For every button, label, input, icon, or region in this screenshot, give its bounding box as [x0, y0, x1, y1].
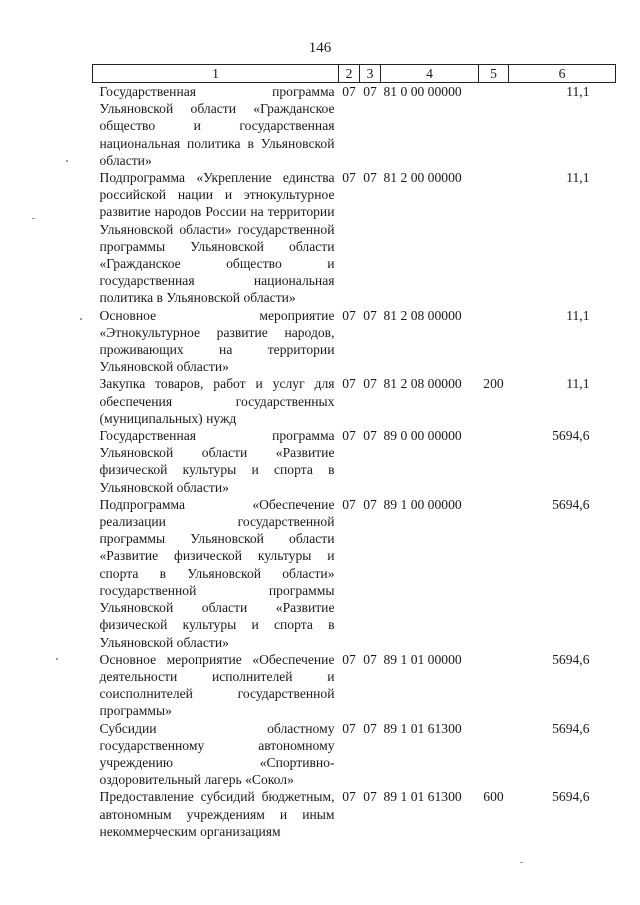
row-subsection: 07 [363, 496, 377, 512]
row-section: 07 [342, 170, 356, 186]
header-col-4: 4 [381, 65, 479, 83]
row-amount: 5694,6 [552, 720, 590, 736]
table-row [93, 83, 616, 170]
table-body [93, 83, 616, 840]
row-name: Государственная программа Ульяновской области «Развитие физической культуры и спорта в Ульяновской области» [99, 428, 335, 495]
scan-speck [520, 862, 523, 863]
row-section: 07 [342, 84, 356, 99]
row-subsection: 07 [363, 789, 377, 805]
budget-table [92, 64, 616, 840]
table-row [93, 169, 616, 307]
row-section: 07 [342, 307, 356, 323]
row-target-article: 89 1 01 00000 [383, 651, 462, 667]
row-name: Подпрограмма «Обеспечение реализации государственной программы Ульяновской области «Развитие физической культуры и спорта в Ульяновской области» государственной программы Ульяновской области «Развитие физической культуры и спорта в Ульяновской области» [99, 496, 335, 650]
row-expense-type: 600 [483, 789, 504, 805]
row-expense-type [479, 427, 509, 496]
row-section: 07 [342, 789, 356, 805]
header-col-2: 2 [339, 65, 360, 83]
table-row [93, 496, 616, 651]
row-name: Подпрограмма «Укрепление единства российской нации и этнокультурное развитие народов России на территории Ульяновской области» государственной программы Ульяновской области «Гражданское общество и государственная национальная политика в Ульяновской области» [99, 170, 335, 306]
row-amount: 5694,6 [552, 428, 590, 444]
row-expense-type: 200 [483, 376, 504, 392]
row-section: 07 [342, 651, 356, 667]
row-expense-type [479, 720, 509, 789]
row-amount: 11,1 [566, 170, 590, 186]
table-row [93, 651, 616, 720]
row-subsection: 07 [363, 84, 377, 99]
row-target-article: 89 1 01 61300 [383, 789, 462, 805]
row-name: Закупка товаров, работ и услуг для обеспечения государственных (муниципальных) нужд [99, 376, 335, 426]
row-expense-type [479, 307, 509, 376]
page-number: 146 [308, 40, 332, 56]
row-subsection: 07 [363, 428, 377, 444]
scan-speck [56, 658, 58, 660]
row-expense-type [479, 651, 509, 720]
row-section: 07 [342, 496, 356, 512]
scan-speck [80, 318, 82, 320]
row-subsection: 07 [363, 307, 377, 323]
row-target-article: 89 1 00 00000 [383, 496, 462, 512]
header-row [93, 65, 616, 83]
row-amount: 11,1 [566, 84, 590, 99]
row-name: Государственная программа Ульяновской области «Гражданское общество и государственная национальная политика в Ульяновской области» [99, 84, 335, 168]
row-section: 07 [342, 720, 356, 736]
row-amount: 5694,6 [552, 496, 590, 512]
row-subsection: 07 [363, 651, 377, 667]
row-name: Основное мероприятие «Этнокультурное развитие народов, проживающих на территории Ульяновской области» [99, 307, 335, 375]
table-row [93, 307, 616, 376]
header-col-5: 5 [479, 65, 509, 83]
header-col-1: 1 [93, 65, 339, 83]
row-expense-type [479, 169, 509, 307]
row-amount: 11,1 [566, 376, 590, 392]
row-expense-type [479, 83, 509, 170]
row-subsection: 07 [363, 170, 377, 186]
row-subsection: 07 [363, 720, 377, 736]
table-row [93, 427, 616, 496]
row-amount: 5694,6 [552, 651, 590, 667]
header-col-3: 3 [360, 65, 381, 83]
row-name: Предоставление субсидий бюджетным, автономным учреждениям и иным некоммерческим организациям [99, 789, 335, 839]
table-row [93, 375, 616, 427]
row-section: 07 [342, 376, 356, 392]
row-section: 07 [342, 428, 356, 444]
scan-speck [66, 160, 68, 162]
row-target-article: 89 0 00 00000 [383, 428, 462, 444]
row-target-article: 89 1 01 61300 [383, 720, 462, 736]
scan-speck [32, 218, 35, 219]
row-amount: 5694,6 [552, 789, 590, 805]
row-name: Субсидии областному государственному автономному учреждению «Спортивно-оздоровительный лагерь «Сокол» [99, 720, 335, 788]
row-target-article: 81 2 08 00000 [383, 307, 462, 323]
header-col-6: 6 [509, 65, 616, 83]
table-row [93, 788, 616, 840]
row-target-article: 81 2 00 00000 [383, 170, 462, 186]
row-target-article: 81 2 08 00000 [383, 376, 462, 392]
row-amount: 11,1 [566, 307, 590, 323]
row-subsection: 07 [363, 376, 377, 392]
row-name: Основное мероприятие «Обеспечение деятельности исполнителей и соисполнителей государственной программы» [99, 651, 335, 719]
table-row [93, 720, 616, 789]
row-expense-type [479, 496, 509, 651]
table-header [93, 65, 616, 83]
row-target-article: 81 0 00 00000 [383, 84, 462, 99]
